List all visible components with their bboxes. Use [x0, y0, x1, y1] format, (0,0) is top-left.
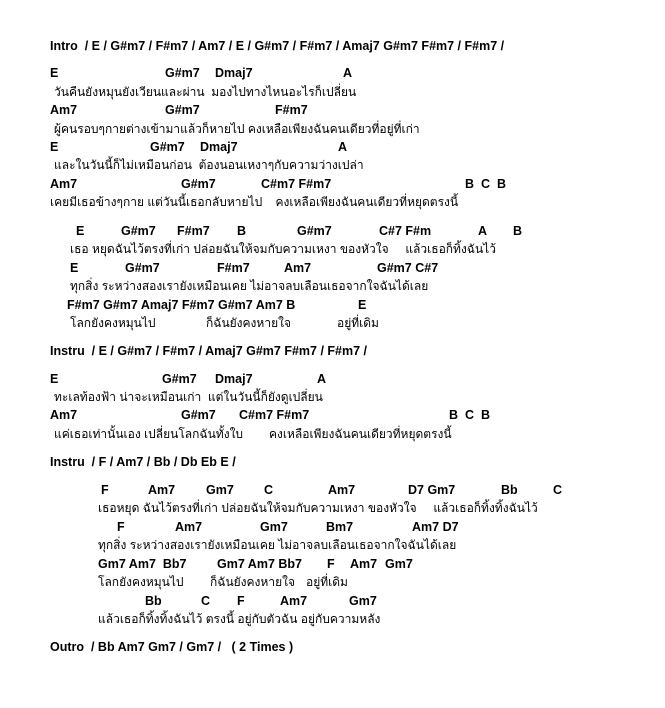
chord-line — [0, 519, 665, 535]
chord: G#m7 — [121, 224, 156, 238]
chord: F#m7 — [177, 224, 210, 238]
lyric-text: เธอ หยุดฉันไว้ตรงที่เก่า ปล่อยฉันให้จมกับความเหงา ของหัวใจ แล้วเธอก็ทิ้งฉันไว้ — [70, 242, 496, 256]
chord: C — [201, 594, 211, 608]
lyric-line — [0, 611, 665, 627]
chord: Am7 — [284, 261, 312, 275]
chord: F#m7 — [275, 103, 308, 117]
lyric-line — [0, 426, 665, 442]
chord: Gm7 Am7 Bb7 — [98, 557, 187, 571]
chord: Am7 — [50, 103, 78, 117]
lyric-text: ทุกสิ่ง ระหว่างสองเรายังเหมือนเคย ไม่อาจลบเลือนเธอจากใจฉันได้เลย — [98, 538, 457, 552]
chord: Am7 D7 — [412, 520, 459, 534]
lyric-line — [0, 121, 665, 137]
section-header — [0, 454, 665, 470]
chord: G#m7 — [181, 408, 216, 422]
chord: B — [513, 224, 523, 238]
section-progression: Intro / E / G#m7 / F#m7 / Am7 / E / G#m7 / F#m7 / Amaj7 G#m7 F#m7 / F#m7 / — [50, 39, 505, 53]
lyric-text: ผู้คนรอบๆกายต่างเข้ามาแล้วก็หายไป คงเหลือเพียงฉันคนเดียวที่อยู่ที่เก่า — [54, 122, 420, 136]
chord: Am7 — [50, 177, 78, 191]
lyric-line — [0, 574, 665, 590]
lyric-text: ก็ฉันยังคงหายใจ — [210, 575, 295, 589]
chord: D7 Gm7 — [408, 483, 456, 497]
chord: F#m7 — [217, 261, 250, 275]
section-header — [0, 343, 665, 359]
chord: C#7 F#m — [379, 224, 432, 238]
chord: E — [76, 224, 85, 238]
chord: Dmaj7 — [215, 372, 253, 386]
section-header — [0, 639, 665, 655]
chord: A — [317, 372, 327, 386]
chord: Gm7 — [260, 520, 288, 534]
chord-line — [0, 65, 665, 81]
chord: G#m7 — [125, 261, 160, 275]
chord: E — [70, 261, 79, 275]
chord: Am7 — [280, 594, 308, 608]
chord: G#m7 — [181, 177, 216, 191]
lyric-line — [0, 84, 665, 100]
chord: B C B — [465, 177, 506, 191]
chord: G#m7 — [165, 66, 200, 80]
chord: C#m7 F#m7 — [261, 177, 332, 191]
chord: A — [478, 224, 488, 238]
chord: B C B — [449, 408, 490, 422]
lyric-text: และในวันนี้ก็ไม่เหมือนก่อน ต้องนอนเหงาๆกับความว่างเปล่า — [54, 158, 364, 172]
chord: F — [237, 594, 245, 608]
section-header — [0, 38, 665, 54]
chord: G#m7 — [162, 372, 197, 386]
lyric-text: ทะเลท้องฟ้า น่าจะเหมือนเก่า แต่ในวันนี้ก็ยังดูเปลี่ยน — [54, 390, 323, 404]
chord-line — [0, 407, 665, 423]
chord-line — [0, 176, 665, 192]
lyric-text: เคยมีเธอข้างๆกาย แต่วันนี้เธอกลับหายไป คงเหลือเพียงฉันคนเดียวที่หยุดตรงนี้ — [50, 195, 459, 209]
chord: Dmaj7 — [200, 140, 238, 154]
chord-line — [0, 371, 665, 387]
chord: F — [117, 520, 125, 534]
chord-line — [0, 139, 665, 155]
lyric-line — [0, 241, 665, 257]
chord-line — [0, 223, 665, 239]
lyric-text: คงเหลือเพียงฉันคนเดียวที่หยุดตรงนี้ — [269, 427, 452, 441]
chord: Gm7 Am7 Bb7 — [217, 557, 302, 571]
lyric-text: แค่เธอเท่านั้นเอง เปลี่ยนโลกฉันทั้งใบ — [54, 427, 244, 441]
chord: G#m7 — [165, 103, 200, 117]
lyric-text: โลกยังคงหมุนไป — [70, 316, 156, 330]
lyric-line — [0, 194, 665, 210]
lyric-line — [0, 278, 665, 294]
chord: Am7 — [175, 520, 203, 534]
chord: B — [237, 224, 247, 238]
chord: Am7 — [328, 483, 356, 497]
chord: G#m7 — [297, 224, 332, 238]
chord: F — [327, 557, 335, 571]
lyric-text: ก็ฉันยังคงหายใจ — [206, 316, 291, 330]
section-progression: Instru / E / G#m7 / F#m7 / Amaj7 G#m7 F#m7 / F#m7 / — [50, 344, 368, 358]
chord: Am7 — [350, 557, 378, 571]
lyric-text: อยู่ที่เดิม — [306, 575, 348, 589]
chord: C — [553, 483, 563, 497]
chord: C — [264, 483, 274, 497]
section-progression: Outro / Bb Am7 Gm7 / Gm7 / ( 2 Times ) — [50, 640, 294, 654]
chord: G#m7 — [150, 140, 185, 154]
chord: Dmaj7 — [215, 66, 253, 80]
lyric-text: แล้วเธอก็ทิ้งทิ้งฉันไว้ ตรงนี้ อยู่กับตัวฉัน อยู่กับความหลัง — [98, 612, 381, 626]
chord: C#m7 F#m7 — [239, 408, 310, 422]
lyric-line — [0, 389, 665, 405]
lyric-line — [0, 500, 665, 516]
chord: Am7 — [148, 483, 176, 497]
lyric-text: โลกยังคงหมุนไป — [98, 575, 184, 589]
chord-line — [0, 556, 665, 572]
chord: Bb — [501, 483, 518, 497]
chord: Bm7 — [326, 520, 354, 534]
lyric-line — [0, 315, 665, 331]
chord: E — [50, 372, 59, 386]
lyric-text: ทุกสิ่ง ระหว่างสองเรายังเหมือนเคย ไม่อาจลบเลือนเธอจากใจฉันได้เลย — [70, 279, 429, 293]
chord-line — [0, 482, 665, 498]
chord: Gm7 — [385, 557, 413, 571]
chord: A — [338, 140, 348, 154]
chord: E — [50, 66, 59, 80]
chord: Bb — [145, 594, 162, 608]
chord: Gm7 — [206, 483, 234, 497]
chord-line — [0, 260, 665, 276]
chord-line — [0, 593, 665, 609]
chord: Gm7 — [349, 594, 377, 608]
chord: F#m7 G#m7 Amaj7 F#m7 G#m7 Am7 B — [67, 298, 296, 312]
chord: E — [50, 140, 59, 154]
chord-line — [0, 102, 665, 118]
chord-line — [0, 297, 665, 313]
lyric-text: วันคืนยังหมุนยังเวียนและผ่าน มองไปทางไหนอะไรก็เปลี่ยน — [54, 85, 357, 99]
section-progression: Instru / F / Am7 / Bb / Db Eb E / — [50, 455, 236, 469]
chord: G#m7 C#7 — [377, 261, 439, 275]
chord: F — [101, 483, 109, 497]
chord: Am7 — [50, 408, 78, 422]
lyric-line — [0, 157, 665, 173]
lyric-text: อยู่ที่เดิม — [337, 316, 379, 330]
chord: E — [358, 298, 367, 312]
lyric-line — [0, 537, 665, 553]
lyric-text: เธอหยุด ฉันไว้ตรงที่เก่า ปล่อยฉันให้จมกับความเหงา ของหัวใจ แล้วเธอก็ทิ้งทิ้งฉันไว้ — [98, 501, 538, 515]
chord: A — [343, 66, 353, 80]
